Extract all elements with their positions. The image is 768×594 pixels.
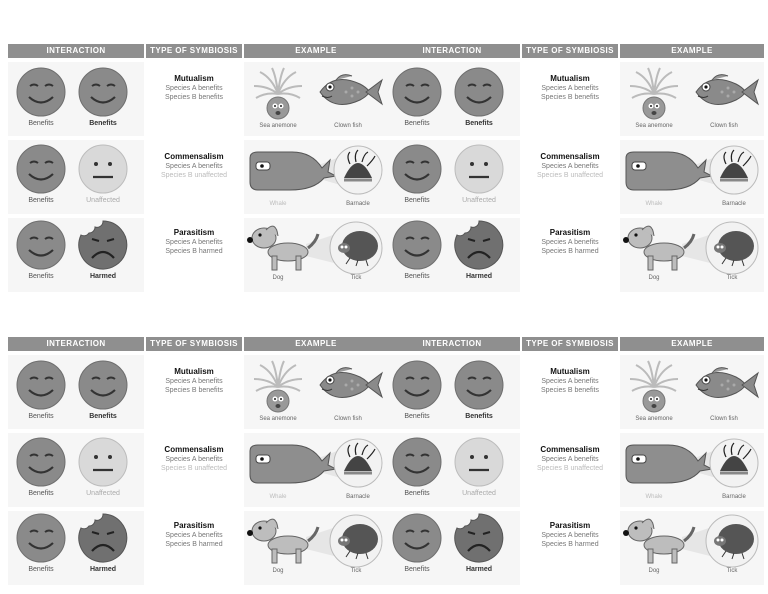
happy-face-icon (454, 360, 504, 410)
example-label-a: Whale (269, 494, 287, 500)
header-example: EXAMPLE (620, 44, 764, 58)
header-example: EXAMPLE (620, 337, 764, 351)
example-label-b: Tick (726, 275, 738, 281)
happy-face-icon (454, 67, 504, 117)
symbiosis-parasitism: Parasitism Species A benefits Species B harmed (541, 228, 599, 255)
happy-face-icon (392, 513, 442, 563)
neutral-face-icon (454, 144, 504, 194)
symbiosis-parasitism: Parasitism Species A benefits Species B harmed (165, 228, 223, 255)
example-label-a: Sea anemone (259, 123, 297, 129)
happy-face-icon (392, 67, 442, 117)
happy-face-icon (392, 144, 442, 194)
label-species-a: Benefits (28, 273, 54, 280)
whale-barnacle-icon (246, 144, 386, 200)
happy-face-icon (16, 513, 66, 563)
header-example: EXAMPLE (244, 337, 388, 351)
header-type: TYPE OF SYMBIOSIS (146, 44, 242, 58)
dog-tick-icon (246, 218, 386, 278)
symbiosis-table (384, 337, 764, 587)
example-label-a: Dog (272, 275, 284, 281)
example-label-a: Dog (272, 568, 284, 574)
whale-barnacle-icon (622, 437, 762, 493)
example-label-a: Dog (648, 568, 660, 574)
dog-tick-icon (622, 218, 762, 278)
header-interaction: INTERACTION (384, 44, 520, 58)
label-species-a: Benefits (404, 197, 430, 204)
neutral-face-icon (78, 144, 128, 194)
label-species-a: Benefits (28, 120, 54, 127)
happy-face-icon (16, 360, 66, 410)
label-species-b: Benefits (89, 120, 117, 127)
label-species-b: Unaffected (86, 197, 120, 204)
symbiosis-commensalism: Commensalism Species A benefits Species B unaffected (536, 152, 604, 179)
example-label-b: Clown fish (334, 123, 362, 129)
symbiosis-table (8, 337, 388, 587)
label-species-b: Benefits (465, 413, 493, 420)
example-label-b: Tick (350, 568, 362, 574)
header-interaction: INTERACTION (384, 337, 520, 351)
sad-bitten-face-icon (78, 220, 128, 270)
label-species-a: Benefits (28, 197, 54, 204)
example-label-b: Barnacle (722, 201, 746, 207)
label-species-b: Benefits (465, 120, 493, 127)
happy-face-icon (78, 360, 128, 410)
symbiosis-mutualism: Mutualism Species A benefits Species B benefits (165, 74, 223, 101)
happy-face-icon (392, 437, 442, 487)
example-label-b: Barnacle (346, 494, 370, 500)
sad-bitten-face-icon (454, 513, 504, 563)
symbiosis-parasitism: Parasitism Species A benefits Species B harmed (165, 521, 223, 548)
clown-fish-icon (690, 70, 760, 116)
label-species-b: Harmed (465, 273, 493, 280)
label-species-b: Unaffected (462, 197, 496, 204)
symbiosis-mutualism: Mutualism Species A benefits Species B benefits (541, 74, 599, 101)
sad-bitten-face-icon (78, 513, 128, 563)
clown-fish-icon (314, 70, 384, 116)
symbiosis-table (8, 44, 388, 294)
example-label-b: Tick (726, 568, 738, 574)
example-label-a: Dog (648, 275, 660, 281)
example-label-a: Sea anemone (635, 416, 673, 422)
example-label-a: Whale (269, 201, 287, 207)
label-species-b: Harmed (465, 566, 493, 573)
symbiosis-table (384, 44, 764, 294)
clown-fish-icon (690, 363, 760, 409)
symbiosis-mutualism: Mutualism Species A benefits Species B benefits (541, 367, 599, 394)
symbiosis-mutualism: Mutualism Species A benefits Species B benefits (165, 367, 223, 394)
example-label-b: Clown fish (334, 416, 362, 422)
example-label-b: Clown fish (710, 416, 738, 422)
dog-tick-icon (246, 511, 386, 571)
symbiosis-commensalism: Commensalism Species A benefits Species B unaffected (160, 445, 228, 472)
symbiosis-commensalism: Commensalism Species A benefits Species B unaffected (536, 445, 604, 472)
sad-bitten-face-icon (454, 220, 504, 270)
example-label-a: Whale (645, 494, 663, 500)
label-species-b: Unaffected (86, 490, 120, 497)
label-species-a: Benefits (404, 273, 430, 280)
label-species-a: Benefits (28, 566, 54, 573)
clown-fish-icon (314, 363, 384, 409)
happy-face-icon (16, 144, 66, 194)
example-label-b: Barnacle (722, 494, 746, 500)
header-example: EXAMPLE (244, 44, 388, 58)
happy-face-icon (78, 67, 128, 117)
whale-barnacle-icon (622, 144, 762, 200)
header-type: TYPE OF SYMBIOSIS (522, 44, 618, 58)
sea-anemone-icon (624, 64, 684, 120)
label-species-b: Harmed (89, 273, 117, 280)
example-label-b: Barnacle (346, 201, 370, 207)
header-type: TYPE OF SYMBIOSIS (146, 337, 242, 351)
label-species-a: Benefits (404, 566, 430, 573)
example-label-b: Clown fish (710, 123, 738, 129)
label-species-b: Benefits (89, 413, 117, 420)
happy-face-icon (16, 67, 66, 117)
symbiosis-parasitism: Parasitism Species A benefits Species B harmed (541, 521, 599, 548)
dog-tick-icon (622, 511, 762, 571)
label-species-a: Benefits (28, 490, 54, 497)
label-species-a: Benefits (404, 413, 430, 420)
header-interaction: INTERACTION (8, 44, 144, 58)
example-label-b: Tick (350, 275, 362, 281)
label-species-a: Benefits (404, 490, 430, 497)
neutral-face-icon (78, 437, 128, 487)
happy-face-icon (16, 437, 66, 487)
example-label-a: Sea anemone (259, 416, 297, 422)
sea-anemone-icon (624, 357, 684, 413)
label-species-a: Benefits (28, 413, 54, 420)
neutral-face-icon (454, 437, 504, 487)
happy-face-icon (16, 220, 66, 270)
happy-face-icon (392, 220, 442, 270)
example-label-a: Sea anemone (635, 123, 673, 129)
sea-anemone-icon (248, 357, 308, 413)
whale-barnacle-icon (246, 437, 386, 493)
happy-face-icon (392, 360, 442, 410)
symbiosis-commensalism: Commensalism Species A benefits Species B unaffected (160, 152, 228, 179)
label-species-b: Unaffected (462, 490, 496, 497)
header-type: TYPE OF SYMBIOSIS (522, 337, 618, 351)
header-interaction: INTERACTION (8, 337, 144, 351)
label-species-b: Harmed (89, 566, 117, 573)
sea-anemone-icon (248, 64, 308, 120)
label-species-a: Benefits (404, 120, 430, 127)
example-label-a: Whale (645, 201, 663, 207)
